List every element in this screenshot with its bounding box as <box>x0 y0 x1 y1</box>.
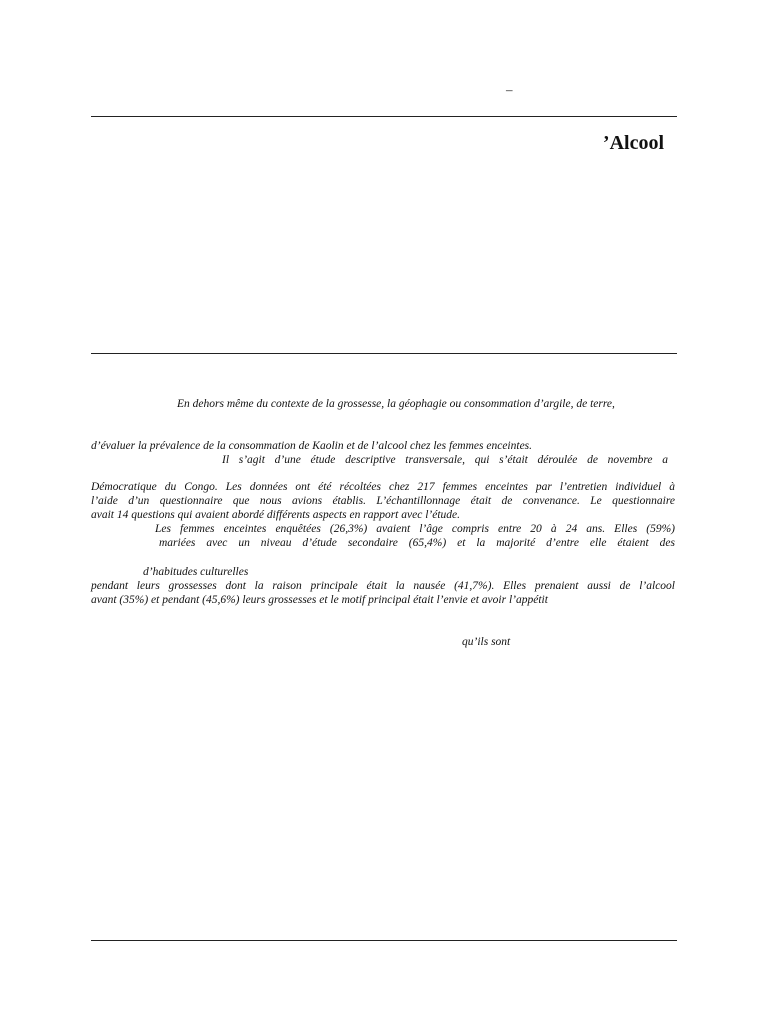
abstract-line-4: Démocratique du Congo. Les données ont été récoltées chez 217 femmes enceintes par l’entretien individuel à <box>91 481 675 493</box>
abstract-line-8: mariées avec un niveau d’étude secondaire (65,4%) et la majorité d’entre elle étaient des <box>159 537 675 549</box>
bottom-divider <box>91 940 677 941</box>
abstract-line-11: avant (35%) et pendant (45,6%) leurs grossesses et le motif principal était l’envie et avoir l’appétit <box>91 594 548 606</box>
header-dash: – <box>506 82 513 97</box>
middle-divider <box>91 353 677 354</box>
abstract-line-2: d’évaluer la prévalence de la consommation de Kaolin et de l’alcool chez les femmes enceintes. <box>91 440 533 452</box>
abstract-line-3: Il s’agit d’une étude descriptive transversale, qui s’était déroulée de novembre a <box>222 454 668 466</box>
document-title: ’Alcool <box>602 132 664 154</box>
abstract-line-1: En dehors même du contexte de la grossesse, la géophagie ou consommation d’argile, de terre, <box>177 398 615 410</box>
top-divider <box>91 116 677 117</box>
abstract-line-12: qu’ils sont <box>462 636 511 648</box>
abstract-line-9: d’habitudes culturelles <box>143 566 249 578</box>
abstract-line-7: Les femmes enceintes enquêtées (26,3%) avaient l’âge compris entre 20 à 24 ans. Elles (59%) <box>155 523 675 535</box>
abstract-line-5: l’aide d’un questionnaire que nous avions établis. L’échantillonnage était de convenance. Le questionnaire <box>91 495 675 507</box>
abstract-line-10: pendant leurs grossesses dont la raison principale était la nausée (41,7%). Elles prenaient aussi de l’alcool <box>91 580 675 592</box>
abstract-line-6: avait 14 questions qui avaient abordé différents aspects en rapport avec l’étude. <box>91 509 460 521</box>
